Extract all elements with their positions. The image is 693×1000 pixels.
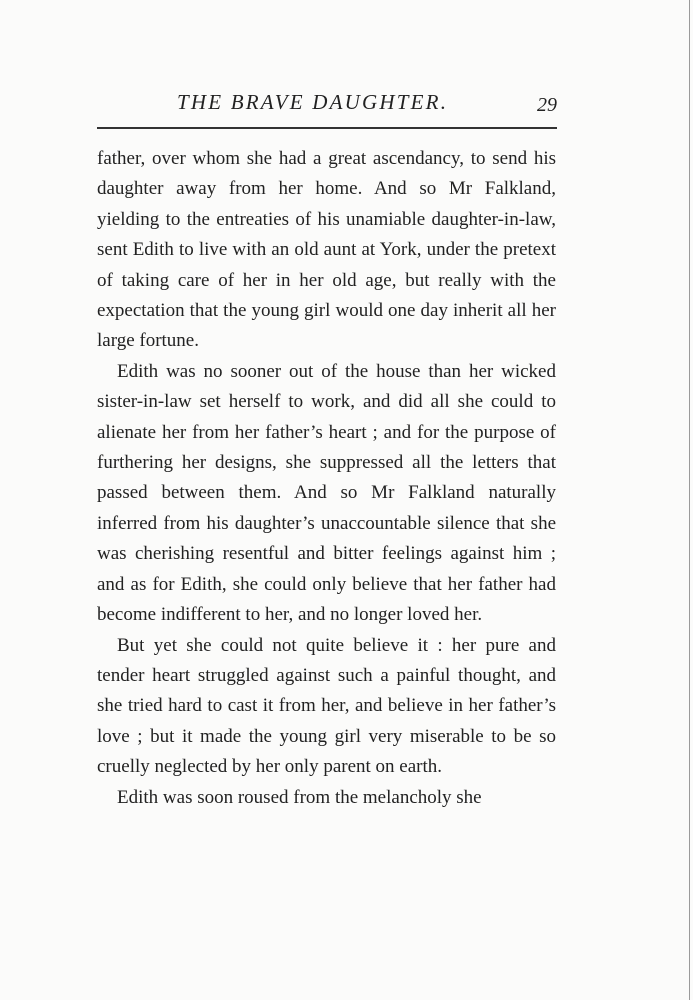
- page-number: 29: [537, 94, 557, 116]
- paragraph-4: Edith was soon roused from the melancholy she: [117, 786, 482, 808]
- body-text: [97, 144, 556, 813]
- paragraph-2: Edith was no sooner out of the house than her wicked sister-in-law set herself to work, and did all she could to alienate her from her father’s heart ; and for the purpose of furthering her designs, she suppressed all the letters that passed between them. And so Mr Falkland naturally inferred from his daughter’s unaccountable silence that she was cherishing resentful and bitter feelings against him ; and as for Edith, she could only believe that her father had become indifferent to her, and no longer loved her.: [97, 360, 556, 626]
- running-title: THE BRAVE DAUGHTER.: [177, 90, 449, 114]
- page-header: [97, 86, 557, 118]
- paragraph-1: father, over whom she had a great ascendancy, to send his daughter away from her home. And so Mr Falkland, yielding to the entreaties of his unamiable daughter-in-law, sent Edith to live with an old aunt at York, under the pretext of taking care of her in her old age, but really with the expectation that the young girl would one day inherit all her large fortune.: [97, 148, 556, 352]
- page-edge: [689, 0, 690, 1000]
- header-rule: [97, 127, 557, 129]
- paragraph-3: But yet she could not quite believe it : her pure and tender heart struggled against such a painful thought, and she tried hard to cast it from her, and believe in her father’s love ; but it made the young girl very miserable to be so cruelly neglected by her only parent on earth.: [97, 634, 556, 778]
